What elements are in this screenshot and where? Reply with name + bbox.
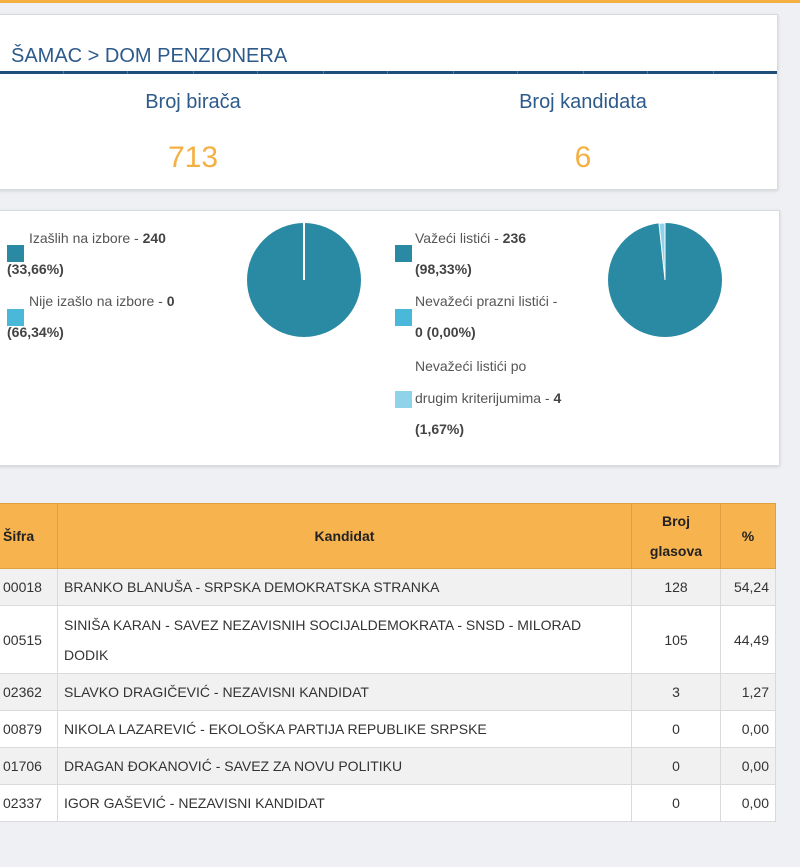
row-votes: 0 [632, 785, 721, 822]
title-divider-ticks [0, 71, 777, 74]
header-code[interactable]: Šifra [0, 504, 58, 569]
valid-pct: (98,33%) [415, 261, 472, 277]
not-voted-value: 0 [166, 293, 175, 309]
row-candidate [58, 606, 632, 674]
other-swatch [395, 391, 412, 408]
results-table [0, 503, 776, 822]
row-code: 02337 [0, 785, 58, 822]
row-votes: 0 [632, 748, 721, 785]
header-votes-line2: glasova [649, 543, 703, 559]
row-code: 00515 [0, 606, 58, 674]
not-voted-pct: (66,34%) [7, 324, 64, 340]
other-label: drugim kriterijumima - [415, 390, 554, 406]
header-votes[interactable] [632, 504, 721, 569]
voters-value: 713 [167, 141, 219, 174]
table-row [0, 748, 776, 785]
row-candidate-line1: SINIŠA KARAN - SAVEZ NEZAVISNIH SOCIJALDEMOKRATA - SNSD - MILORAD [64, 616, 582, 633]
turnout-card [0, 210, 780, 466]
row-votes: 3 [632, 674, 721, 711]
row-votes: 128 [632, 569, 721, 606]
summary-card [0, 14, 778, 190]
row-pct: 0,00 [721, 748, 776, 785]
row-code: 00879 [0, 711, 58, 748]
other-legend-line2 [415, 383, 561, 414]
voted-label: Izašlih na izbore - [29, 230, 143, 246]
voted-pct-row [7, 254, 64, 285]
table-header-row [0, 504, 776, 569]
row-candidate-line2: DODIK [64, 646, 109, 663]
header-votes-line1: Broj [662, 513, 690, 529]
other-value: 4 [553, 390, 562, 406]
not-voted-legend [29, 286, 175, 317]
row-pct: 44,49 [721, 606, 776, 674]
voters-label: Broj birača [145, 91, 241, 113]
candidates-label: Broj kandidata [519, 91, 647, 113]
turnout-pie-chart [246, 222, 362, 338]
table-row [0, 569, 776, 606]
table-row [0, 711, 776, 748]
other-pct: (1,67%) [415, 421, 465, 437]
row-candidate: SLAVKO DRAGIČEVIĆ - NEZAVISNI KANDIDAT [58, 674, 632, 711]
row-votes: 105 [632, 606, 721, 674]
page-title: ŠAMAC > DOM PENZIONERA [11, 45, 288, 67]
table-row [0, 785, 776, 822]
valid-value: 236 [502, 230, 527, 246]
header-candidate[interactable]: Kandidat [58, 504, 632, 569]
row-candidate: DRAGAN ĐOKANOVIĆ - SAVEZ ZA NOVU POLITIKU [58, 748, 632, 785]
voted-value: 240 [142, 230, 166, 246]
valid-swatch [395, 245, 412, 262]
other-pct-row [415, 414, 464, 445]
ballots-pie-chart [607, 222, 723, 338]
empty-swatch [395, 309, 412, 326]
voted-pct: (33,66%) [7, 261, 64, 277]
empty-value: 0 (0,00%) [415, 324, 476, 340]
empty-value-row [415, 317, 476, 348]
row-code: 01706 [0, 748, 58, 785]
row-candidate: IGOR GAŠEVIĆ - NEZAVISNI KANDIDAT [58, 785, 632, 822]
valid-pct-row [415, 254, 472, 285]
valid-legend [415, 223, 526, 254]
voted-legend [29, 223, 166, 254]
row-code: 02362 [0, 674, 58, 711]
row-candidate: BRANKO BLANUŠA - SRPSKA DEMOKRATSKA STRANKA [58, 569, 632, 606]
other-legend-line1: Nevažeći listići po [415, 358, 527, 374]
top-accent-bar [0, 0, 800, 3]
table-row [0, 606, 776, 674]
row-pct: 1,27 [721, 674, 776, 711]
not-voted-label: Nije izašlo na izbore - [29, 293, 167, 309]
valid-label: Važeći listići - [415, 230, 503, 246]
row-pct: 0,00 [721, 785, 776, 822]
candidates-value: 6 [574, 141, 592, 174]
not-voted-pct-row [7, 317, 64, 348]
row-votes: 0 [632, 711, 721, 748]
row-candidate: NIKOLA LAZAREVIĆ - EKOLOŠKA PARTIJA REPUBLIKE SRPSKE [58, 711, 632, 748]
empty-legend: Nevažeći prazni listići - [415, 293, 558, 309]
row-pct: 0,00 [721, 711, 776, 748]
row-pct: 54,24 [721, 569, 776, 606]
header-pct[interactable]: % [721, 504, 776, 569]
row-code: 00018 [0, 569, 58, 606]
table-row [0, 674, 776, 711]
